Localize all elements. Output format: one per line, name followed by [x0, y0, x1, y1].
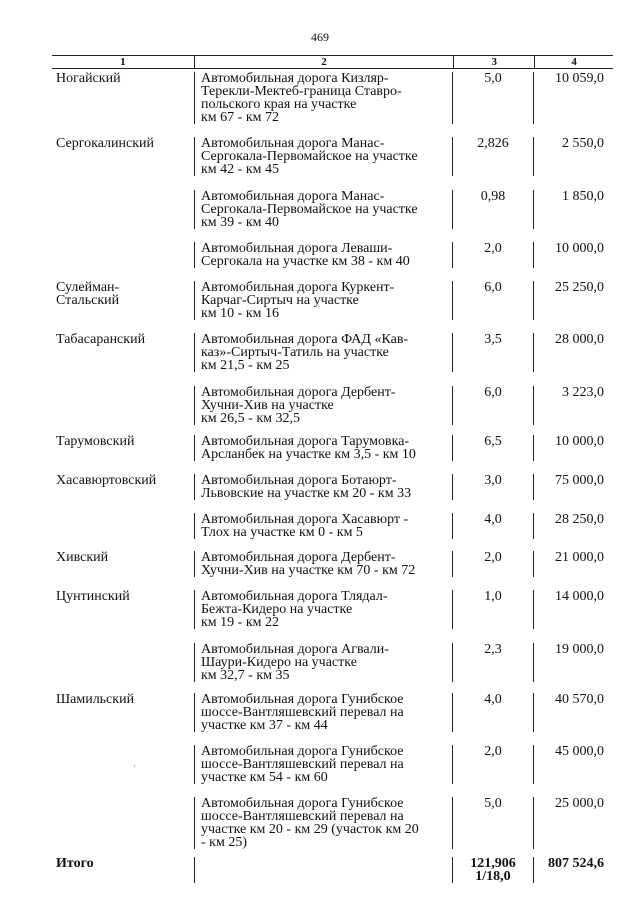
length-cell: 6,0: [453, 281, 534, 320]
amount-cell: 10 059,0: [555, 71, 604, 86]
length-cell: 3,0: [453, 474, 534, 500]
road-line: - км 25): [201, 835, 247, 850]
road-line: км 19 - км 22: [201, 615, 279, 630]
road-line: Сергокала-Первомайское на участке: [201, 149, 418, 164]
amount-cell: 19 000,0: [555, 642, 604, 657]
road-line: Автомобильная дорога Леваши-: [201, 241, 393, 256]
table-row: [52, 682, 613, 732]
road-line: Автомобильная дорога Хасавюрт -: [201, 512, 409, 527]
length-cell: 0,98: [453, 190, 534, 229]
district-cell: Цунтинский: [56, 589, 130, 604]
district-cell: [52, 643, 194, 682]
district-cell: Ногайский: [56, 71, 121, 86]
road-line: участке км 54 - км 60: [201, 770, 328, 785]
table-row: [52, 539, 613, 577]
amount-cell: 45 000,0: [555, 744, 604, 759]
header-col-2: 2: [194, 56, 455, 68]
total-row: [52, 849, 613, 883]
road-line: участке км 20 - км 29 (участок км 20: [201, 822, 419, 837]
road-cell: [194, 513, 453, 539]
road-cell: [194, 551, 453, 577]
length-cell: 5,0: [453, 797, 534, 849]
road-line: км 42 - км 45: [201, 162, 279, 177]
road-line: км 10 - км 16: [201, 306, 279, 321]
road-line: Сергокала на участке км 38 - км 40: [201, 254, 410, 269]
road-cell: [194, 72, 453, 124]
length-cell: 5,0: [453, 72, 534, 124]
road-line: Автомобильная дорога Куркент-: [201, 280, 395, 295]
road-line: Карчаг-Сиртыч на участке: [201, 293, 359, 308]
total-length-value: 121,906: [470, 856, 516, 871]
road-line: Терекли-Мектеб-граница Ставро-: [201, 84, 402, 99]
length-cell: 2,826: [453, 137, 534, 176]
road-line: Хучни-Хив на участке км 70 - км 72: [201, 563, 416, 578]
length-cell: 6,0: [453, 386, 534, 425]
table-row: [52, 268, 613, 320]
page-number: 469: [311, 30, 329, 44]
district-cell: [52, 386, 194, 425]
amount-cell: 14 000,0: [555, 589, 604, 604]
road-line: каз»-Сиртыч-Татиль на участке: [201, 345, 389, 360]
total-empty: [194, 857, 453, 883]
road-cell: [194, 643, 453, 682]
road-line: км 21,5 - км 25: [201, 358, 290, 373]
amount-cell: 1 850,0: [562, 189, 604, 204]
road-line: Автомобильная дорога Тарумовка-: [201, 434, 410, 449]
total-label: Итого: [56, 856, 94, 871]
amount-cell: 10 000,0: [555, 434, 604, 449]
road-line: польского края на участке: [201, 97, 357, 112]
amount-cell: 3 223,0: [562, 385, 604, 400]
total-amount: 807 524,6: [548, 856, 604, 871]
road-line: шоссе-Вантляшевский перевал на: [201, 705, 404, 720]
table-row: [52, 229, 613, 268]
road-cell: [194, 281, 453, 320]
road-line: км 67 - км 72: [201, 110, 279, 125]
district-cell: Табасаранский: [56, 332, 146, 347]
table-row: [52, 69, 613, 124]
header-col-4: 4: [571, 56, 577, 68]
road-line: Тлох на участке км 0 - км 5: [201, 525, 363, 540]
amount-cell: 21 000,0: [555, 550, 604, 565]
header-col-3: 3: [454, 56, 535, 68]
total-length-sub: 1/18,0: [475, 869, 511, 884]
road-line: Автомобильная дорога Гунибское: [201, 796, 404, 811]
district-cell: Тарумовский: [56, 434, 135, 449]
district-cell: Сулейман- Стальский: [56, 280, 120, 308]
table-row: [52, 372, 613, 425]
district-cell: [52, 797, 194, 849]
table-row: [52, 320, 613, 372]
amount-cell: 10 000,0: [555, 241, 604, 256]
table-row: [52, 425, 613, 461]
table-header: [52, 55, 613, 69]
district-cell: Шамильский: [56, 692, 135, 707]
amount-cell: 25 250,0: [555, 280, 604, 295]
road-line: участке км 37 - км 44: [201, 718, 328, 733]
road-cell: [194, 242, 453, 268]
length-cell: 2,3: [453, 643, 534, 682]
road-cell: [194, 435, 453, 461]
road-line: шоссе-Вантляшевский перевал на: [201, 757, 404, 772]
road-line: Автомобильная дорога Гунибское: [201, 744, 404, 759]
district-cell: [52, 190, 194, 229]
road-cell: [194, 745, 453, 784]
district-cell: Хивский: [56, 550, 109, 565]
road-line: Арсланбек на участке км 3,5 - км 10: [201, 447, 416, 462]
district-cell: [52, 745, 194, 784]
amount-cell: 25 000,0: [555, 796, 604, 811]
district-cell: [52, 242, 194, 268]
road-cell: [194, 190, 453, 229]
amount-cell: 28 000,0: [555, 332, 604, 347]
length-cell: 3,5: [453, 333, 534, 372]
table-row: [52, 577, 613, 629]
road-line: Шаури-Кидеро на участке: [201, 655, 357, 670]
table-row: [52, 629, 613, 682]
road-cell: [194, 386, 453, 425]
road-cell: [194, 474, 453, 500]
length-cell: 1,0: [453, 590, 534, 629]
road-line: Автомобильная дорога ФАД «Кав-: [201, 332, 409, 347]
district-cell: Сергокалинский: [56, 136, 155, 151]
road-line: Автомобильная дорога Кизляр-: [201, 71, 389, 86]
table-row: [52, 176, 613, 229]
road-line: Автомобильная дорога Манас-: [201, 136, 385, 151]
table-row: [52, 500, 613, 539]
amount-cell: 75 000,0: [555, 473, 604, 488]
table-row: [52, 784, 613, 849]
road-line: Автомобильная дорога Гунибское: [201, 692, 404, 707]
road-line: Автомобильная дорога Тлядал-: [201, 589, 388, 604]
road-line: шоссе-Вантляшевский перевал на: [201, 809, 404, 824]
road-line: Автомобильная дорога Дербент-: [201, 385, 396, 400]
table-row: [52, 124, 613, 176]
district-cell: [52, 513, 194, 539]
road-line: км 32,7 - км 35: [201, 668, 290, 683]
header-col-1: 1: [120, 56, 126, 68]
table-body: [52, 69, 613, 849]
road-cell: [194, 590, 453, 629]
table-row: [52, 732, 613, 784]
road-line: Бежта-Кидеро на участке: [201, 602, 353, 617]
amount-cell: 28 250,0: [555, 512, 604, 527]
length-cell: 2,0: [453, 551, 534, 577]
road-cell: [194, 137, 453, 176]
length-cell: 6,5: [453, 435, 534, 461]
road-cell: [194, 333, 453, 372]
amount-cell: 40 570,0: [555, 692, 604, 707]
road-cell: [194, 797, 453, 849]
road-cell: [194, 693, 453, 732]
stray-mark: ·: [133, 762, 136, 771]
road-line: Львовские на участке км 20 - км 33: [201, 486, 412, 501]
length-cell: 2,0: [453, 242, 534, 268]
amount-cell: 2 550,0: [562, 136, 604, 151]
road-line: Автомобильная дорога Агвали-: [201, 642, 389, 657]
road-line: Сергокала-Первомайское на участке: [201, 202, 418, 217]
length-cell: 4,0: [453, 693, 534, 732]
table-row: [52, 461, 613, 500]
road-line: Хучни-Хив на участке: [201, 398, 334, 413]
road-table: [52, 55, 613, 883]
length-cell: 2,0: [453, 745, 534, 784]
total-length: [453, 857, 534, 883]
length-cell: 4,0: [453, 513, 534, 539]
road-line: км 26,5 - км 32,5: [201, 411, 300, 426]
road-line: Автомобильная дорога Дербент-: [201, 550, 396, 565]
district-cell: Хасавюртовский: [56, 473, 157, 488]
road-line: Автомобильная дорога Манас-: [201, 189, 385, 204]
road-line: км 39 - км 40: [201, 215, 279, 230]
road-line: Автомобильная дорога Ботаюрт-: [201, 473, 397, 488]
